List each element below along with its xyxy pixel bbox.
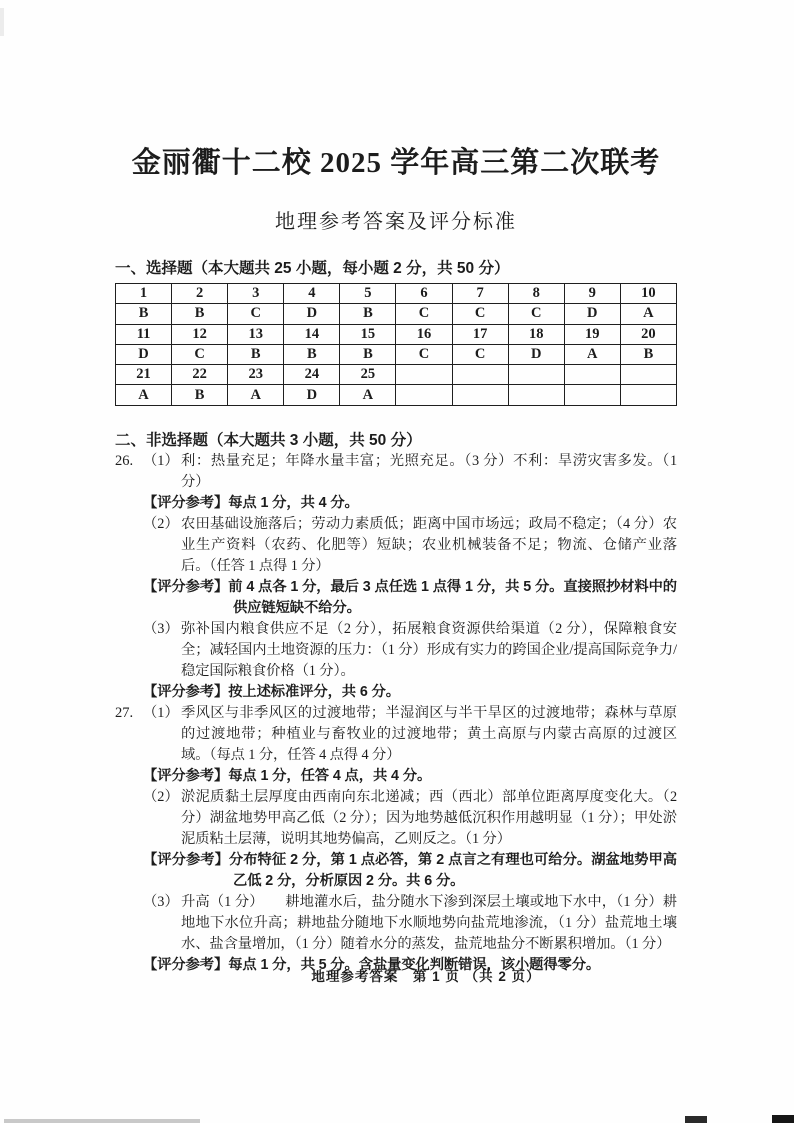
part-label: （1） [143, 704, 179, 721]
answer-cell: 12 [172, 324, 228, 344]
answer-text: 淤泥质黏土层厚度由西南向东北递减；西（西北）部单位距离厚度变化大。（2 分）湖盆地势甲高乙低（2 分）；因为地势越低沉积作用越明显（1 分）；甲处淤泥质粘土层薄，说明其地势偏高，乙则反之。（1 分） [181, 788, 677, 847]
answer-table [115, 283, 677, 406]
part-label: （3） [143, 620, 179, 637]
answer-cell: 9 [564, 284, 620, 304]
answer-cell: 7 [452, 284, 508, 304]
scoring-label: 【评分参考】 [143, 956, 229, 973]
answer-cell: 6 [396, 284, 452, 304]
question-number [115, 955, 143, 976]
part-label: （2） [143, 515, 179, 532]
scoring-row [115, 577, 677, 619]
question-body [143, 451, 677, 493]
answer-cell: B [620, 344, 676, 364]
scan-artifact [4, 1119, 200, 1123]
answer-row [115, 703, 677, 766]
answer-table-row [116, 324, 677, 344]
answer-cell: 11 [116, 324, 172, 344]
page-title: 金丽衢十二校 2025 学年高三第二次联考 [131, 147, 661, 179]
answer-row [115, 892, 677, 955]
scoring-label: 【评分参考】 [143, 494, 229, 511]
answer-cell: 15 [340, 324, 396, 344]
question-number: 27. [115, 704, 134, 721]
questions-container [115, 451, 677, 976]
question-body [143, 850, 677, 892]
answer-cell: B [228, 344, 284, 364]
answer-cell: 8 [508, 284, 564, 304]
answer-cell: 10 [620, 284, 676, 304]
part-label: （2） [143, 788, 179, 805]
answer-cell [508, 385, 564, 405]
scoring-row [115, 850, 677, 892]
answer-row [115, 619, 677, 682]
part-label: （1） [143, 452, 179, 469]
answer-cell: A [620, 304, 676, 324]
answer-cell: 20 [620, 324, 676, 344]
answer-cell: 25 [340, 365, 396, 385]
answer-cell: B [284, 344, 340, 364]
question-number [115, 850, 143, 892]
answer-table-row [116, 385, 677, 405]
scoring-row [115, 493, 677, 514]
free-section-heading: 二、非选择题（本大题共 3 小题，共 50 分） [115, 431, 422, 449]
answer-cell: D [508, 344, 564, 364]
answer-cell: B [172, 385, 228, 405]
question-number [115, 892, 143, 955]
answer-row [115, 451, 677, 493]
question-number [115, 493, 143, 514]
answer-text: 季风区与非季风区的过渡地带；半湿润区与半干旱区的过渡地带；森林与草原的过渡地带；种植业与畜牧业的过渡地带；黄土高原与内蒙古高原的过渡区域。（每点 1 分，任答 4 点得 4 分） [181, 704, 677, 763]
question-number [115, 787, 143, 850]
answer-table-row [116, 284, 677, 304]
answer-table-row [116, 344, 677, 364]
answer-cell: C [452, 344, 508, 364]
question-body [143, 493, 677, 514]
answer-cell: 3 [228, 284, 284, 304]
scoring-note: 【评分参考】按上述标准评分，共 6 分。 [143, 683, 400, 700]
answer-table-row [116, 304, 677, 324]
answer-text: 农田基础设施落后；劳动力素质低；距离中国市场远；政局不稳定；（4 分）农业生产资料（农药、化肥等）短缺；农业机械装备不足；物流、仓储产业落后。（任答 1 点得 1 分） [181, 515, 677, 574]
answer-cell: 16 [396, 324, 452, 344]
question-body [143, 703, 677, 766]
answer-text: 利：热量充足；年降水量丰富；光照充足。（3 分）不利：旱涝灾害多发。（1 分） [181, 452, 677, 490]
scoring-label: 【评分参考】 [143, 767, 229, 784]
answer-cell: C [228, 304, 284, 324]
answer-cell: D [564, 304, 620, 324]
answer-cell: 19 [564, 324, 620, 344]
question-number [115, 766, 143, 787]
answer-cell: B [172, 304, 228, 324]
answer-text: 弥补国内粮食供应不足（2 分），拓展粮食资源供给渠道（2 分），保障粮食安全；减轻国内土地资源的压力：（1 分）形成有实力的跨国企业/提高国际竞争力/稳定国际粮食价格（1 分）。 [181, 620, 677, 679]
answer-cell: A [340, 385, 396, 405]
scoring-note: 【评分参考】分布特征 2 分，第 1 点必答，第 2 点言之有理也可给分。湖盆地势甲高乙低 2 分，分析原因 2 分。共 6 分。 [143, 851, 678, 889]
answer-cell: 5 [340, 284, 396, 304]
answer-cell [508, 365, 564, 385]
answer-cell: C [452, 304, 508, 324]
answer-cell: B [340, 304, 396, 324]
answer-cell [452, 385, 508, 405]
answer-cell: C [396, 344, 452, 364]
scoring-row [115, 682, 677, 703]
answer-cell: 13 [228, 324, 284, 344]
answer-cell: C [508, 304, 564, 324]
question-body [143, 787, 677, 850]
answer-cell: D [116, 344, 172, 364]
scan-artifact [772, 1115, 794, 1123]
question-number [115, 682, 143, 703]
question-number [115, 514, 143, 577]
page-content [115, 0, 677, 976]
scoring-row [115, 766, 677, 787]
answer-cell [396, 365, 452, 385]
answer-cell: 17 [452, 324, 508, 344]
answer-cell [452, 365, 508, 385]
choice-section-heading: 一、选择题（本大题共 25 小题，每小题 2 分，共 50 分） [115, 260, 510, 277]
scoring-note: 【评分参考】每点 1 分，共 4 分。 [143, 494, 359, 511]
scoring-note: 【评分参考】每点 1 分，任答 4 点，共 4 分。 [143, 767, 432, 784]
question-body [143, 682, 677, 703]
answer-row [115, 514, 677, 577]
answer-cell: C [172, 344, 228, 364]
answer-cell: A [564, 344, 620, 364]
question-number [115, 619, 143, 682]
page-footer: 地理参考答案 第 1 页 （共 2 页） [311, 969, 541, 984]
answer-cell: 18 [508, 324, 564, 344]
scoring-note: 【评分参考】每点 1 分，共 5 分。含盐量变化判断错误，该小题得零分。 [143, 956, 601, 973]
answer-text: 升高（1 分） 耕地灌水后，盐分随水下渗到深层土壤或地下水中，（1 分）耕地地下水位升高；耕地盐分随地下水顺地势向盐荒地渗流，（1 分）盐荒地土壤水、盐含量增加，（1 分）随着水分的蒸发，盐荒地盐分不断累积增加。（1 分） [181, 893, 677, 952]
scoring-note: 【评分参考】前 4 点各 1 分，最后 3 点任选 1 点得 1 分，共 5 分。直接照抄材料中的供应链短缺不给分。 [143, 578, 677, 616]
page-subtitle: 地理参考答案及评分标准 [275, 211, 517, 233]
scoring-label: 【评分参考】 [143, 578, 229, 595]
answer-cell [564, 365, 620, 385]
part-label: （3） [143, 893, 179, 910]
question-body [143, 577, 677, 619]
answer-cell: 14 [284, 324, 340, 344]
question-number: 26. [115, 452, 134, 469]
answer-cell: 21 [116, 365, 172, 385]
answer-cell: B [116, 304, 172, 324]
question-number [115, 577, 143, 619]
answer-cell: 1 [116, 284, 172, 304]
answer-cell: A [116, 385, 172, 405]
answer-cell: D [284, 304, 340, 324]
answer-cell: C [396, 304, 452, 324]
answer-cell: A [228, 385, 284, 405]
scoring-label: 【评分参考】 [143, 851, 229, 868]
answer-cell: 24 [284, 365, 340, 385]
scan-artifact [0, 8, 4, 36]
answer-cell [620, 365, 676, 385]
answer-cell: 2 [172, 284, 228, 304]
answer-cell: 22 [172, 365, 228, 385]
answer-cell: 23 [228, 365, 284, 385]
answer-cell [564, 385, 620, 405]
answer-cell: B [340, 344, 396, 364]
question-body [143, 766, 677, 787]
answer-cell [620, 385, 676, 405]
answer-table-row [116, 365, 677, 385]
question-body [143, 619, 677, 682]
answer-row [115, 787, 677, 850]
question-body [143, 892, 677, 955]
question-body [143, 514, 677, 577]
answer-table-body [116, 284, 677, 406]
answer-cell [396, 385, 452, 405]
scoring-label: 【评分参考】 [143, 683, 229, 700]
answer-cell: 4 [284, 284, 340, 304]
scan-artifact [685, 1116, 707, 1123]
answer-cell: D [284, 385, 340, 405]
